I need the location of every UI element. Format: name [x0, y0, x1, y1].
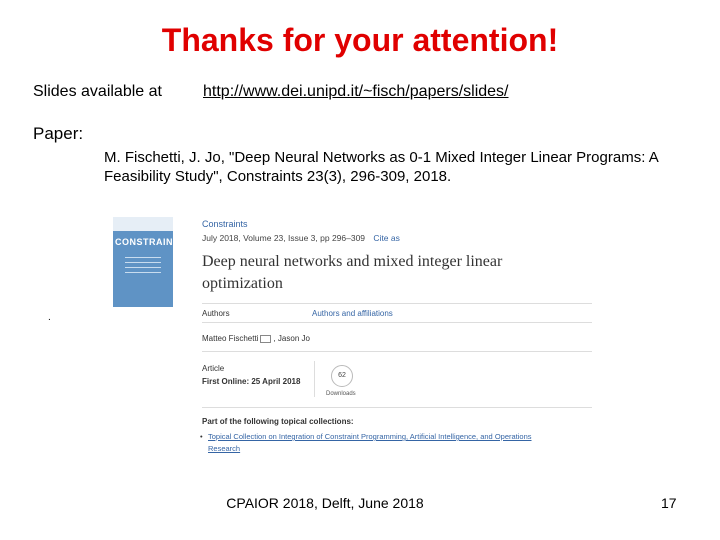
- mail-icon[interactable]: [260, 335, 271, 343]
- divider: [202, 322, 592, 323]
- downloads-count: 62: [331, 365, 353, 387]
- author-list: [202, 334, 310, 343]
- metrics-divider: [314, 361, 315, 397]
- stray-dot: .: [48, 312, 51, 323]
- slides-url-link[interactable]: http://www.dei.unipd.it/~fisch/papers/slides/: [203, 83, 509, 100]
- article-title: Deep neural networks and mixed integer linear optimization: [202, 253, 503, 292]
- paper-reference: M. Fischetti, J. Jo, "Deep Neural Networks as 0-1 Mixed Integer Linear Programs: A Feasibility Study", Constraints 23(3), 296-309, 2018.: [104, 149, 658, 185]
- first-online: [202, 377, 300, 386]
- cite-as-link[interactable]: Cite as: [373, 233, 400, 243]
- affiliations-tab[interactable]: Authors and affiliations: [312, 309, 393, 318]
- downloads-label: Downloads: [326, 391, 356, 397]
- issue-line: [202, 233, 400, 243]
- slides-label: Slides available at: [33, 83, 162, 100]
- cover-text-line: [125, 257, 161, 258]
- cover-text-line: [125, 272, 161, 273]
- article-type-label: Article: [202, 364, 225, 373]
- divider: [202, 351, 592, 352]
- authors-tab[interactable]: Authors: [202, 309, 230, 318]
- journal-link[interactable]: Constraints: [202, 219, 248, 229]
- slide-title: Thanks for your attention!: [161, 22, 559, 58]
- first-online-label: First Online:: [202, 377, 250, 386]
- article-screenshot: [110, 209, 592, 465]
- topical-collection-link[interactable]: • Topical Collection on Integration of Constraint Programming, Artificial Intelligence, and Operations Research: [208, 431, 548, 455]
- issue-text: July 2018, Volume 23, Issue 3, pp 296–309: [202, 233, 366, 243]
- cover-header-band: [113, 217, 173, 231]
- author-name[interactable]: Matteo Fischetti: [202, 334, 259, 343]
- divider: [202, 303, 592, 304]
- cover-text-line: [125, 262, 161, 263]
- topical-collections-heading: Part of the following topical collections:: [202, 417, 354, 426]
- first-online-date: 25 April 2018: [251, 377, 301, 386]
- author-name[interactable]: , Jason Jo: [273, 334, 310, 343]
- cover-journal-name: CONSTRAINTS: [115, 237, 186, 247]
- paper-label: Paper:: [33, 124, 84, 143]
- page-number: 17: [661, 495, 677, 511]
- slide-footer: CPAIOR 2018, Delft, June 2018: [226, 495, 424, 511]
- divider: [202, 407, 592, 408]
- cover-text-line: [125, 267, 161, 268]
- journal-cover-image: [113, 217, 186, 307]
